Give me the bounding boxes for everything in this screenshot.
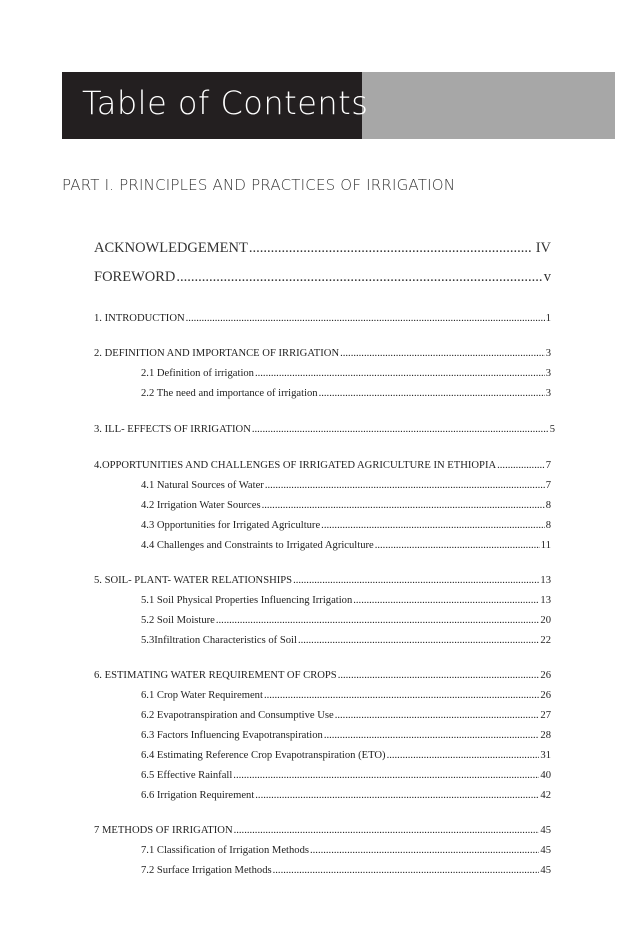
toc-leader-dots bbox=[233, 770, 539, 781]
toc-leader-dots bbox=[338, 670, 540, 681]
toc-entry-label: 6.2 Evapotranspiration and Consumptive Use bbox=[141, 710, 334, 721]
toc-entry-page: 3 bbox=[545, 388, 551, 399]
toc-entry-page: 45 bbox=[540, 865, 551, 876]
toc-entry-section[interactable] bbox=[141, 845, 551, 856]
toc-entry-label: 4.OPPORTUNITIES AND CHALLENGES OF IRRIGATED AGRICULTURE IN ETHIOPIA bbox=[94, 460, 497, 471]
toc-entry-page: 13 bbox=[540, 595, 551, 606]
toc-leader-dots bbox=[252, 424, 549, 435]
toc-entry-page: 7 bbox=[545, 460, 551, 471]
toc-entry-label: 4.3 Opportunities for Irrigated Agriculture bbox=[141, 520, 321, 531]
toc-leader-dots bbox=[255, 790, 539, 801]
toc-entry-section[interactable] bbox=[141, 730, 551, 741]
toc-leader-dots bbox=[216, 615, 540, 626]
toc-entry-page: 28 bbox=[540, 730, 551, 741]
toc-entry-page: 20 bbox=[540, 615, 551, 626]
toc-entry-label: FOREWORD bbox=[94, 269, 176, 285]
toc-entry-chapter[interactable] bbox=[94, 313, 551, 324]
toc-entry-label: 2.1 Definition of irrigation bbox=[141, 368, 254, 379]
toc-entry-label: 7.2 Surface Irrigation Methods bbox=[141, 865, 272, 876]
toc-entry-label: 5. SOIL- PLANT- WATER RELATIONSHIPS bbox=[94, 575, 293, 586]
toc-entry-section[interactable] bbox=[141, 595, 551, 606]
toc-entry-section[interactable] bbox=[141, 635, 551, 646]
toc-entry-label: 7 METHODS OF IRRIGATION bbox=[94, 825, 233, 836]
toc-entry-page: 1 bbox=[545, 313, 551, 324]
toc-entry-page: IV bbox=[535, 240, 551, 256]
toc-entry-label: 4.2 Irrigation Water Sources bbox=[141, 500, 261, 511]
toc-entry-page: 8 bbox=[545, 520, 551, 531]
toc-entry-label: 6.5 Effective Rainfall bbox=[141, 770, 233, 781]
toc-entry-label: 5.1 Soil Physical Properties Influencing Irrigation bbox=[141, 595, 353, 606]
toc-entry-page: 3 bbox=[545, 348, 551, 359]
toc-entry-section[interactable] bbox=[141, 480, 551, 491]
toc-leader-dots bbox=[319, 388, 545, 399]
toc-leader-dots bbox=[321, 520, 545, 531]
toc-entry-page: 31 bbox=[540, 750, 551, 761]
toc-entry-section[interactable] bbox=[141, 520, 551, 531]
toc-leader-dots bbox=[324, 730, 540, 741]
part-heading: PART I. PRINCIPLES AND PRACTICES OF IRRIGATION bbox=[62, 176, 456, 194]
toc-entry-page: 27 bbox=[540, 710, 551, 721]
toc-entry-chapter[interactable] bbox=[94, 460, 551, 471]
toc-leader-dots bbox=[186, 313, 545, 324]
toc-entry-section[interactable] bbox=[141, 388, 551, 399]
toc-entry-page: 22 bbox=[540, 635, 551, 646]
toc-entry-label: ACKNOWLEDGEMENT bbox=[94, 240, 248, 256]
toc-entry-section[interactable] bbox=[141, 540, 551, 551]
toc-entry-section[interactable] bbox=[141, 500, 551, 511]
toc-entry-chapter[interactable] bbox=[94, 670, 551, 681]
toc-entry-label: 7.1 Classification of Irrigation Methods bbox=[141, 845, 309, 856]
toc-entry-page: 45 bbox=[540, 825, 551, 836]
toc-entry-label: 6.1 Crop Water Requirement bbox=[141, 690, 263, 701]
toc-entry-label: 2. DEFINITION AND IMPORTANCE OF IRRIGATION bbox=[94, 348, 340, 359]
toc-entry-page: 3 bbox=[545, 368, 551, 379]
toc-entry-label: 4.4 Challenges and Constraints to Irrigated Agriculture bbox=[141, 540, 374, 551]
toc-entry-page: v bbox=[543, 269, 551, 285]
toc-entry-page: 40 bbox=[540, 770, 551, 781]
toc-entry-section[interactable] bbox=[141, 710, 551, 721]
toc-leader-dots bbox=[298, 635, 539, 646]
toc-entry-section[interactable] bbox=[141, 615, 551, 626]
toc-entry-page: 26 bbox=[540, 670, 551, 681]
toc-leader-dots bbox=[293, 575, 539, 586]
toc-leader-dots bbox=[234, 825, 540, 836]
toc-entry-chapter[interactable] bbox=[94, 348, 551, 359]
toc-entry-label: 2.2 The need and importance of irrigation bbox=[141, 388, 318, 399]
toc-entry-section[interactable] bbox=[141, 368, 551, 379]
toc-entry-label: 6.6 Irrigation Requirement bbox=[141, 790, 255, 801]
toc-leader-dots bbox=[273, 865, 540, 876]
toc-entry-label: 5.3Infiltration Characteristics of Soil bbox=[141, 635, 297, 646]
toc-leader-dots bbox=[264, 690, 539, 701]
toc-entry-label: 4.1 Natural Sources of Water bbox=[141, 480, 264, 491]
toc-entry-section[interactable] bbox=[141, 865, 551, 876]
toc-entry-chapter[interactable] bbox=[94, 575, 551, 586]
toc-entry-section[interactable] bbox=[141, 750, 551, 761]
toc-leader-dots bbox=[249, 240, 531, 257]
toc-entry-page: 7 bbox=[545, 480, 551, 491]
toc-entry-label: 5.2 Soil Moisture bbox=[141, 615, 215, 626]
toc-entry-section[interactable] bbox=[141, 790, 551, 801]
toc-leader-dots bbox=[375, 540, 540, 551]
toc-leader-dots bbox=[497, 460, 545, 471]
toc-leader-dots bbox=[353, 595, 539, 606]
toc-entry-page: 5 bbox=[549, 424, 555, 435]
toc-entry-page: 13 bbox=[540, 575, 551, 586]
toc-entry-chapter[interactable] bbox=[94, 424, 555, 435]
toc-leader-dots bbox=[387, 750, 540, 761]
toc-entry-page: 42 bbox=[540, 790, 551, 801]
toc-entry-label: 6.3 Factors Influencing Evapotranspiration bbox=[141, 730, 323, 741]
toc-entry-chapter[interactable] bbox=[94, 825, 551, 836]
toc-leader-dots bbox=[265, 480, 545, 491]
toc-entry-label: 6.4 Estimating Reference Crop Evapotranspiration (ETO) bbox=[141, 750, 386, 761]
toc-leader-dots bbox=[340, 348, 545, 359]
toc-entry-label: 1. INTRODUCTION bbox=[94, 313, 185, 324]
page-title: Table of Contents bbox=[82, 84, 369, 122]
toc-leader-dots bbox=[262, 500, 545, 511]
toc-leader-dots bbox=[255, 368, 545, 379]
toc-entry-page: 45 bbox=[540, 845, 551, 856]
toc-entry-label: 6. ESTIMATING WATER REQUIREMENT OF CROPS bbox=[94, 670, 337, 681]
toc-leader-dots bbox=[176, 269, 542, 286]
toc-entry-section[interactable] bbox=[141, 770, 551, 781]
toc-entry-page: 11 bbox=[540, 540, 551, 551]
toc-entry-page: 26 bbox=[540, 690, 551, 701]
toc-entry-label: 3. ILL- EFFECTS OF IRRIGATION bbox=[94, 424, 251, 435]
toc-entry-section[interactable] bbox=[141, 690, 551, 701]
toc-entry-page: 8 bbox=[545, 500, 551, 511]
toc-entry-acknowledgement[interactable] bbox=[94, 240, 551, 257]
toc-leader-dots bbox=[335, 710, 540, 721]
toc-entry-foreword[interactable] bbox=[94, 269, 551, 286]
toc-leader-dots bbox=[310, 845, 539, 856]
